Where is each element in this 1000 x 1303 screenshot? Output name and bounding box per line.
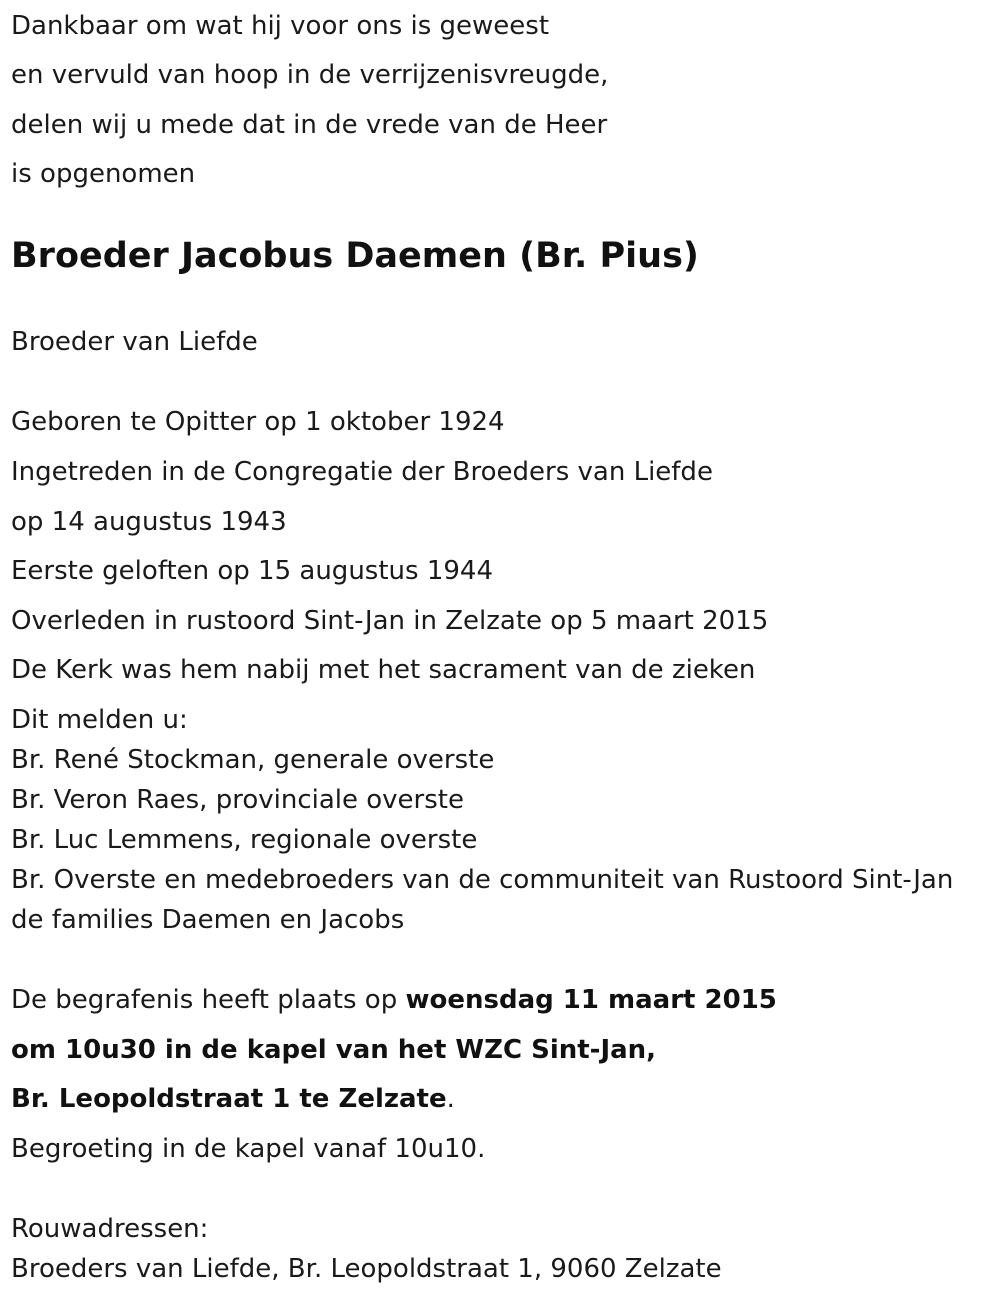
funeral-date-line (11, 983, 777, 1017)
intro-line-1: Dankbaar om wat hij voor ons is geweest (11, 11, 550, 41)
announcer-2: Br. Veron Raes, provinciale overste (11, 785, 464, 815)
intro-line-3: delen wij u mede dat in de vrede van de Heer (11, 110, 608, 140)
announcer-3: Br. Luc Lemmens, regionale overste (11, 825, 478, 855)
announcer-1: Br. René Stockman, generale overste (11, 745, 495, 775)
announcer-4: Br. Overste en medebroeders van de communiteit van Rustoord Sint-Jan (11, 865, 954, 895)
deceased-name: Broeder Jacobus Daemen (Br. Pius) (11, 236, 699, 276)
fact-vows: Eerste geloften op 15 augustus 1944 (11, 556, 493, 586)
fact-entry: Ingetreden in de Congregatie der Broeders van Liefde (11, 457, 713, 487)
fact-entry-date: op 14 augustus 1943 (11, 507, 287, 537)
condolence-heading: Rouwadressen: (11, 1214, 209, 1244)
funeral-time-place-text: om 10u30 in de kapel van het WZC Sint-Jan, (11, 1035, 657, 1065)
fact-sacrament: De Kerk was hem nabij met het sacrament van de zieken (11, 655, 756, 685)
intro-line-4: is opgenomen (11, 159, 196, 189)
fact-death: Overleden in rustoord Sint-Jan in Zelzate op 5 maart 2015 (11, 606, 769, 636)
funeral-prefix: De begrafenis heeft plaats op (11, 985, 406, 1015)
intro-line-2: en vervuld van hoop in de verrijzenisvreugde, (11, 60, 609, 90)
announcers-heading: Dit melden u: (11, 705, 188, 735)
funeral-address-end: . (446, 1084, 455, 1114)
funeral-time-place (11, 1033, 656, 1067)
funeral-address-line (11, 1082, 455, 1116)
subtitle: Broeder van Liefde (11, 327, 258, 357)
funeral-date: woensdag 11 maart 2015 (405, 985, 777, 1015)
announcer-5: de families Daemen en Jacobs (11, 905, 405, 935)
condolence-address: Broeders van Liefde, Br. Leopoldstraat 1, 9060 Zelzate (11, 1254, 722, 1284)
funeral-greeting: Begroeting in de kapel vanaf 10u10. (11, 1134, 486, 1164)
funeral-address: Br. Leopoldstraat 1 te Zelzate (11, 1084, 447, 1114)
fact-birth: Geboren te Opitter op 1 oktober 1924 (11, 407, 505, 437)
